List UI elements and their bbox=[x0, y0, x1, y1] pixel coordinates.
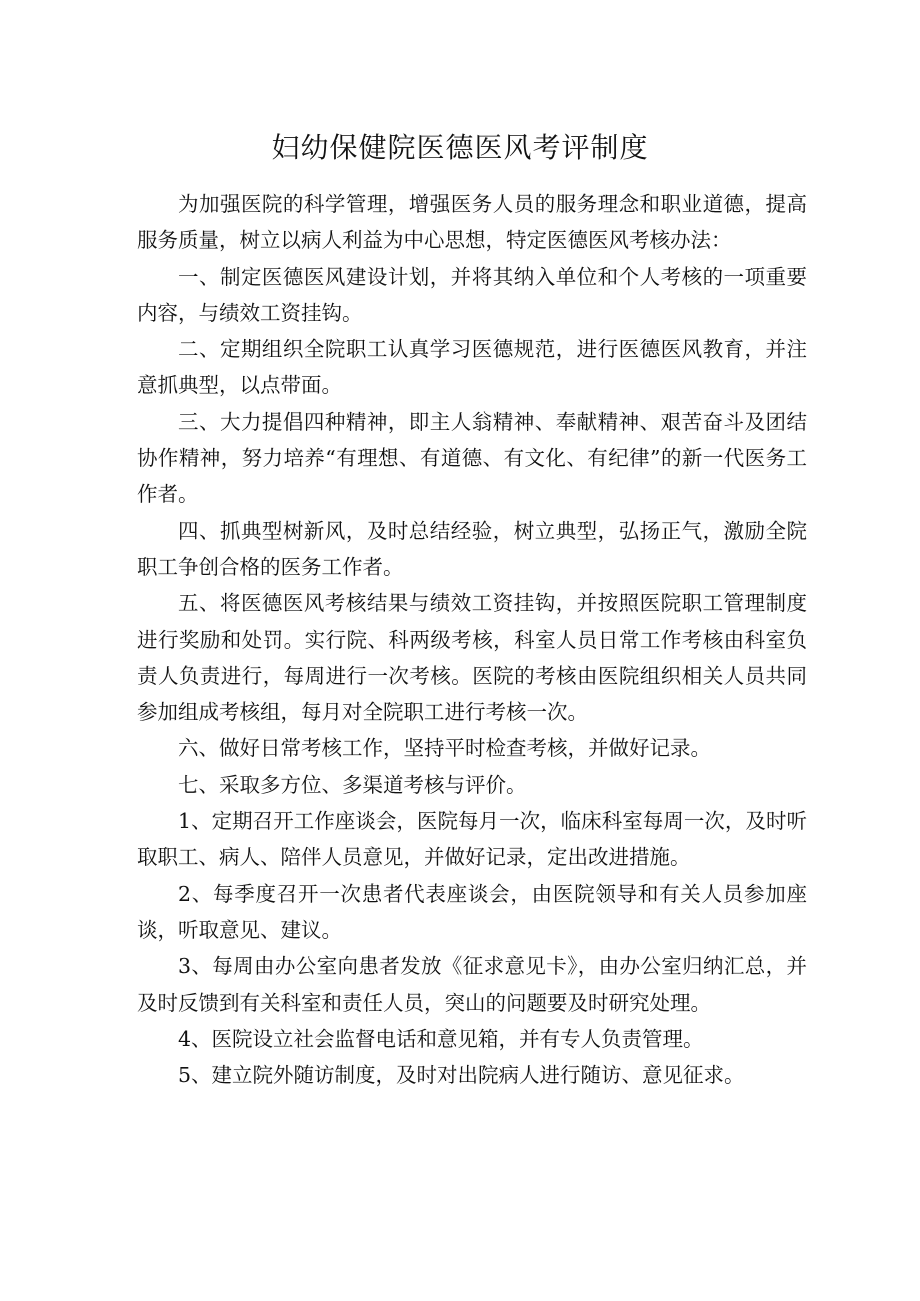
paragraph-subitem-4: 4、医院设立社会监督电话和意见箱，并有专人负责管理。 bbox=[178, 1026, 704, 1051]
paragraph-item-5: 五、将医德医风考核结果与绩效工资挂钩，并按照医院职工管理制度进行奖励和处罚。实行院、科两级考核，科室人员日常工作考核由科室负责人负责进行，每周进行一次考核。医院的考核由医院组织相关人员共同参加组成考核组，每月对全院职工进行考核一次。 bbox=[137, 591, 807, 725]
paragraph-subitem-1: 1、定期召开工作座谈会，医院每月一次，临床科室每周一次，及时听取职工、病人、陪伴人员意见，并做好记录，定出改进措施。 bbox=[137, 809, 807, 870]
paragraph-item-1: 一、制定医德医风建设计划，并将其纳入单位和个人考核的一项重要内容，与绩效工资挂钩。 bbox=[137, 264, 807, 325]
paragraph-item-4: 四、抓典型树新风，及时总结经验，树立典型，弘扬正气，激励全院职工争创合格的医务工作者。 bbox=[137, 518, 807, 579]
paragraph-subitem-2: 2、每季度召开一次患者代表座谈会，由医院领导和有关人员参加座谈，听取意见、建议。 bbox=[137, 881, 807, 942]
paragraph-item-6: 六、做好日常考核工作，坚持平时检查考核，并做好记录。 bbox=[178, 736, 711, 761]
paragraph-item-3: 三、大力提倡四种精神，即主人翁精神、奉献精神、艰苦奋斗及团结协作精神，努力培养“有理想、有道德、有文化、有纪律”的新一代医务工作者。 bbox=[137, 409, 807, 507]
paragraph-intro: 为加强医院的科学管理，增强医务人员的服务理念和职业道德，提高服务质量，树立以病人利益为中心思想，特定医德医风考核办法： bbox=[137, 192, 807, 253]
paragraph-subitem-3: 3、每周由办公室向患者发放《征求意见卡》，由办公室归纳汇总，并及时反馈到有关科室和责任人员，突山的问题要及时研究处理。 bbox=[137, 954, 807, 1015]
paragraph-subitem-5: 5、建立院外随访制度，及时对出院病人进行随访、意见征求。 bbox=[178, 1063, 745, 1088]
paragraph-item-2: 二、定期组织全院职工认真学习医德规范，进行医德医风教育，并注意抓典型，以点带面。 bbox=[137, 337, 807, 398]
document-body bbox=[137, 186, 807, 1093]
paragraph-item-7: 七、采取多方位、多渠道考核与评价。 bbox=[178, 772, 527, 797]
document-title: 妇幼保健院医德医风考评制度 bbox=[271, 131, 649, 164]
